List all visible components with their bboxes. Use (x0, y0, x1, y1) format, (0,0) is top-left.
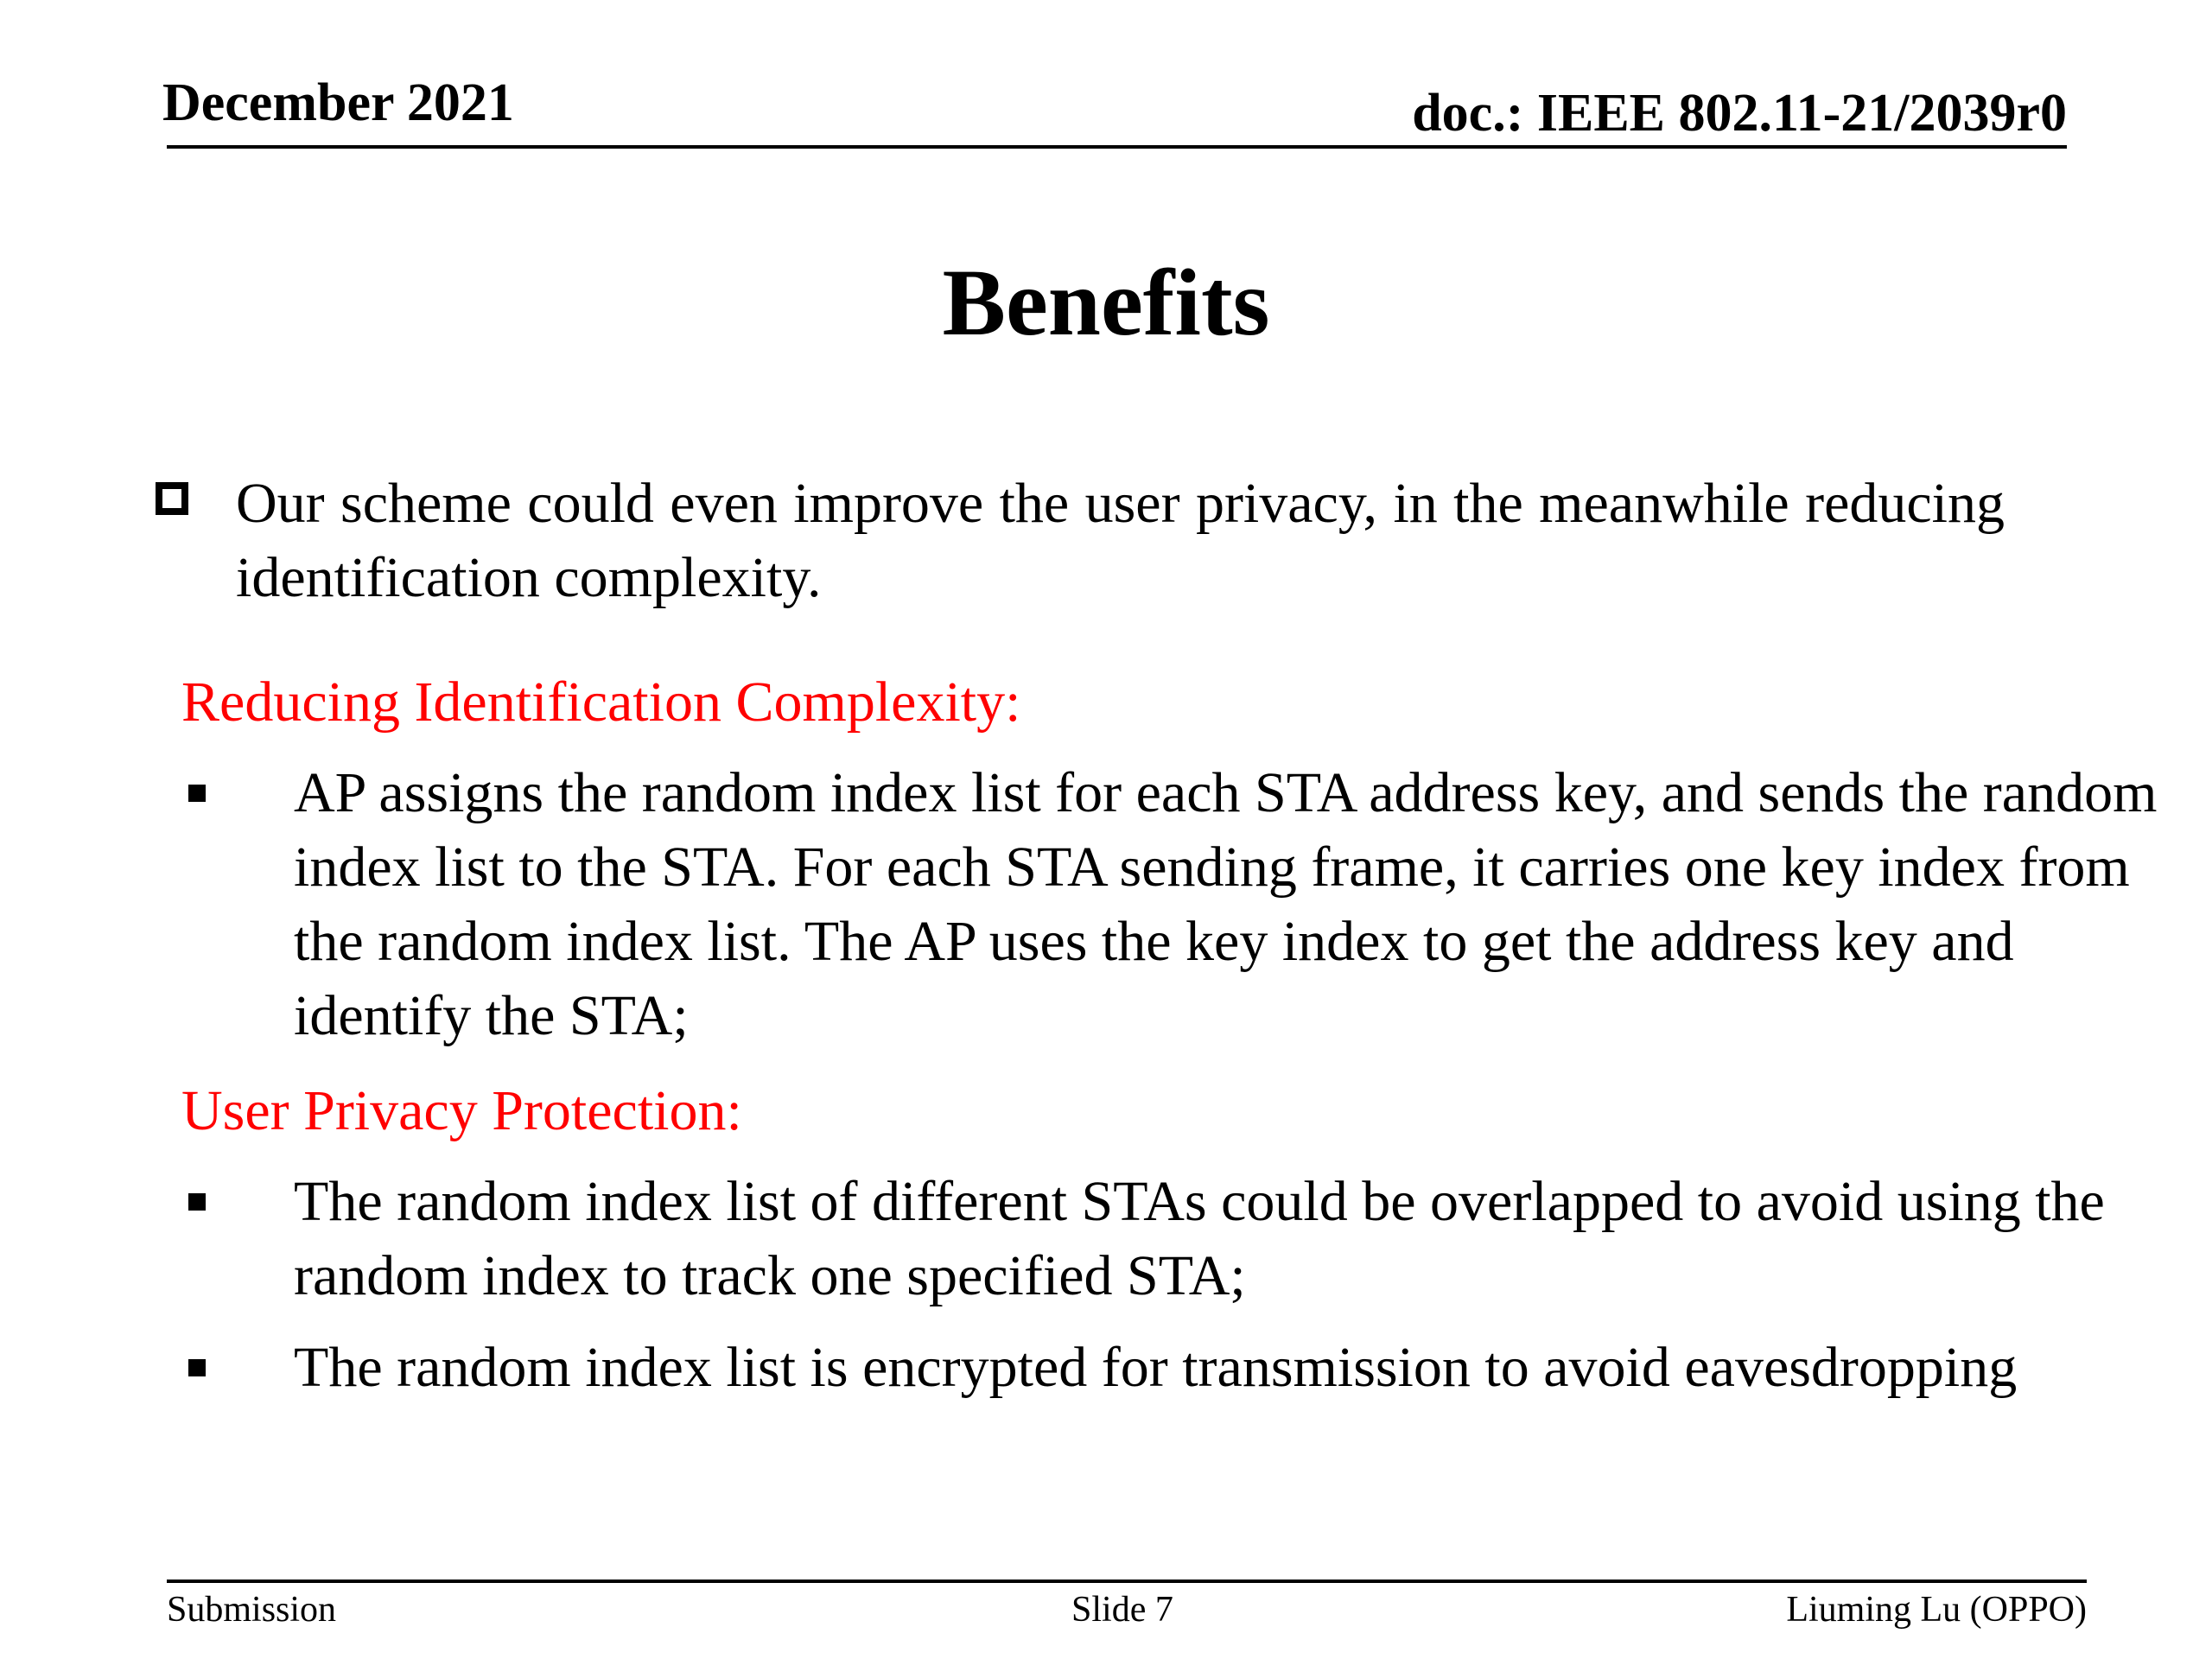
header-divider (167, 145, 2067, 149)
list-item (181, 1331, 2160, 1405)
square-bullet-icon (188, 785, 206, 802)
section-heading-privacy: User Privacy Protection: (181, 1079, 742, 1142)
slide-title: Benefits (942, 250, 1270, 355)
list-item (181, 756, 2160, 1053)
footer-submission: Submission (167, 1590, 337, 1630)
intro-bullet (156, 467, 2005, 615)
list-item-text: AP assigns the random index list for each STA address key, and sends the random index list to the STA. For each STA sending frame, it carries one key index from the random index list. The AP uses the key index to get the address key and identify the STA; (294, 761, 2158, 1047)
list-item-text: The random index list is encrypted for transmission to avoid eavesdropping (294, 1336, 2018, 1399)
square-bullet-icon (188, 1193, 206, 1211)
square-bullet-icon (188, 1359, 206, 1376)
list-item (181, 1165, 2160, 1313)
section-heading-complexity: Reducing Identification Complexity: (181, 671, 1021, 734)
intro-text: Our scheme could even improve the user privacy, in the meanwhile reducing identification complexity. (236, 472, 2005, 609)
footer-slide-number: Slide 7 (1071, 1590, 1173, 1630)
header-doc-id: doc.: IEEE 802.11-21/2039r0 (1412, 84, 2067, 143)
list-item-text: The random index list of different STAs could be overlapped to avoid using the random index to track one specified STA; (294, 1170, 2105, 1307)
header-date: December 2021 (162, 73, 514, 132)
footer-author: Liuming Lu (OPPO) (1786, 1590, 2087, 1630)
footer-divider (167, 1580, 2087, 1583)
hollow-square-bullet-icon (156, 482, 188, 515)
